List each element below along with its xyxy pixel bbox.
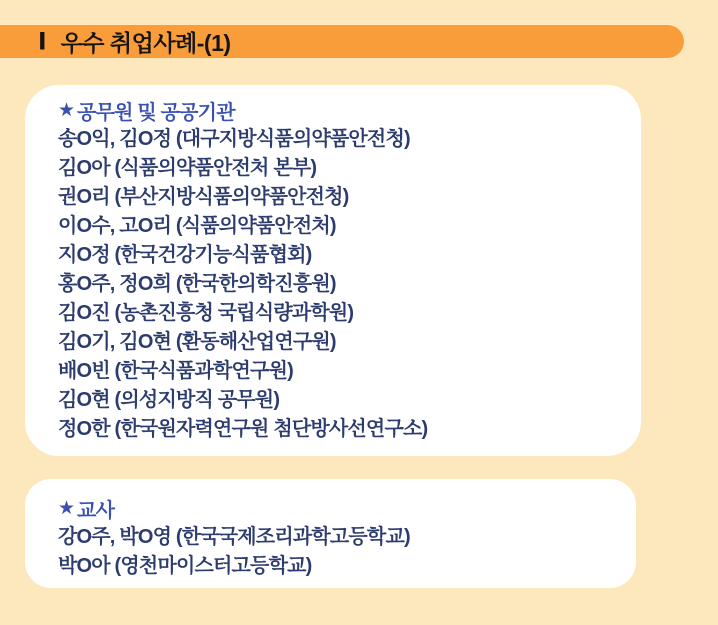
list-item: 배O빈 (한국식품과학연구원) bbox=[58, 360, 293, 382]
list-item: 김O진 (농촌진흥청 국립식량과학원) bbox=[58, 302, 354, 324]
civil-servant-section-card bbox=[25, 85, 641, 456]
list-item: 권O리 (부산지방식품의약품안전청) bbox=[58, 186, 349, 208]
list-item: 송O익, 김O정 (대구지방식품의약품안전청) bbox=[58, 128, 410, 150]
list-item: 홍O주, 정O희 (한국한의학진흥원) bbox=[58, 273, 336, 295]
list-item: 이O수, 고O리 (식품의약품안전처) bbox=[58, 215, 336, 237]
roman-numeral-marker: Ⅰ bbox=[38, 27, 47, 55]
list-item: 정O한 (한국원자력연구원 첨단방사선연구소) bbox=[58, 418, 428, 440]
section-title: 교사 bbox=[77, 500, 115, 522]
list-item: 김O아 (식품의약품안전처 본부) bbox=[58, 157, 317, 179]
page-title: 우수 취업사례-(1) bbox=[60, 30, 231, 56]
teacher-section-card bbox=[25, 479, 636, 588]
list-item: 강O주, 박O영 (한국국제조리과학고등학교) bbox=[58, 526, 410, 548]
list-item: 지O정 (한국건강기능식품협회) bbox=[58, 244, 312, 266]
list-item: 김O기, 김O현 (환동해산업연구원) bbox=[58, 331, 336, 353]
section-title-row bbox=[58, 96, 641, 125]
list-item: 김O현 (의성지방직 공무원) bbox=[58, 389, 280, 411]
section-header-bar bbox=[0, 25, 684, 58]
section-title-row bbox=[58, 494, 636, 523]
star-icon: ★ bbox=[58, 498, 76, 519]
list-item: 박O아 (영천마이스터고등학교) bbox=[58, 555, 312, 577]
star-icon: ★ bbox=[58, 100, 76, 121]
section-title: 공무원 및 공공기관 bbox=[77, 102, 235, 124]
